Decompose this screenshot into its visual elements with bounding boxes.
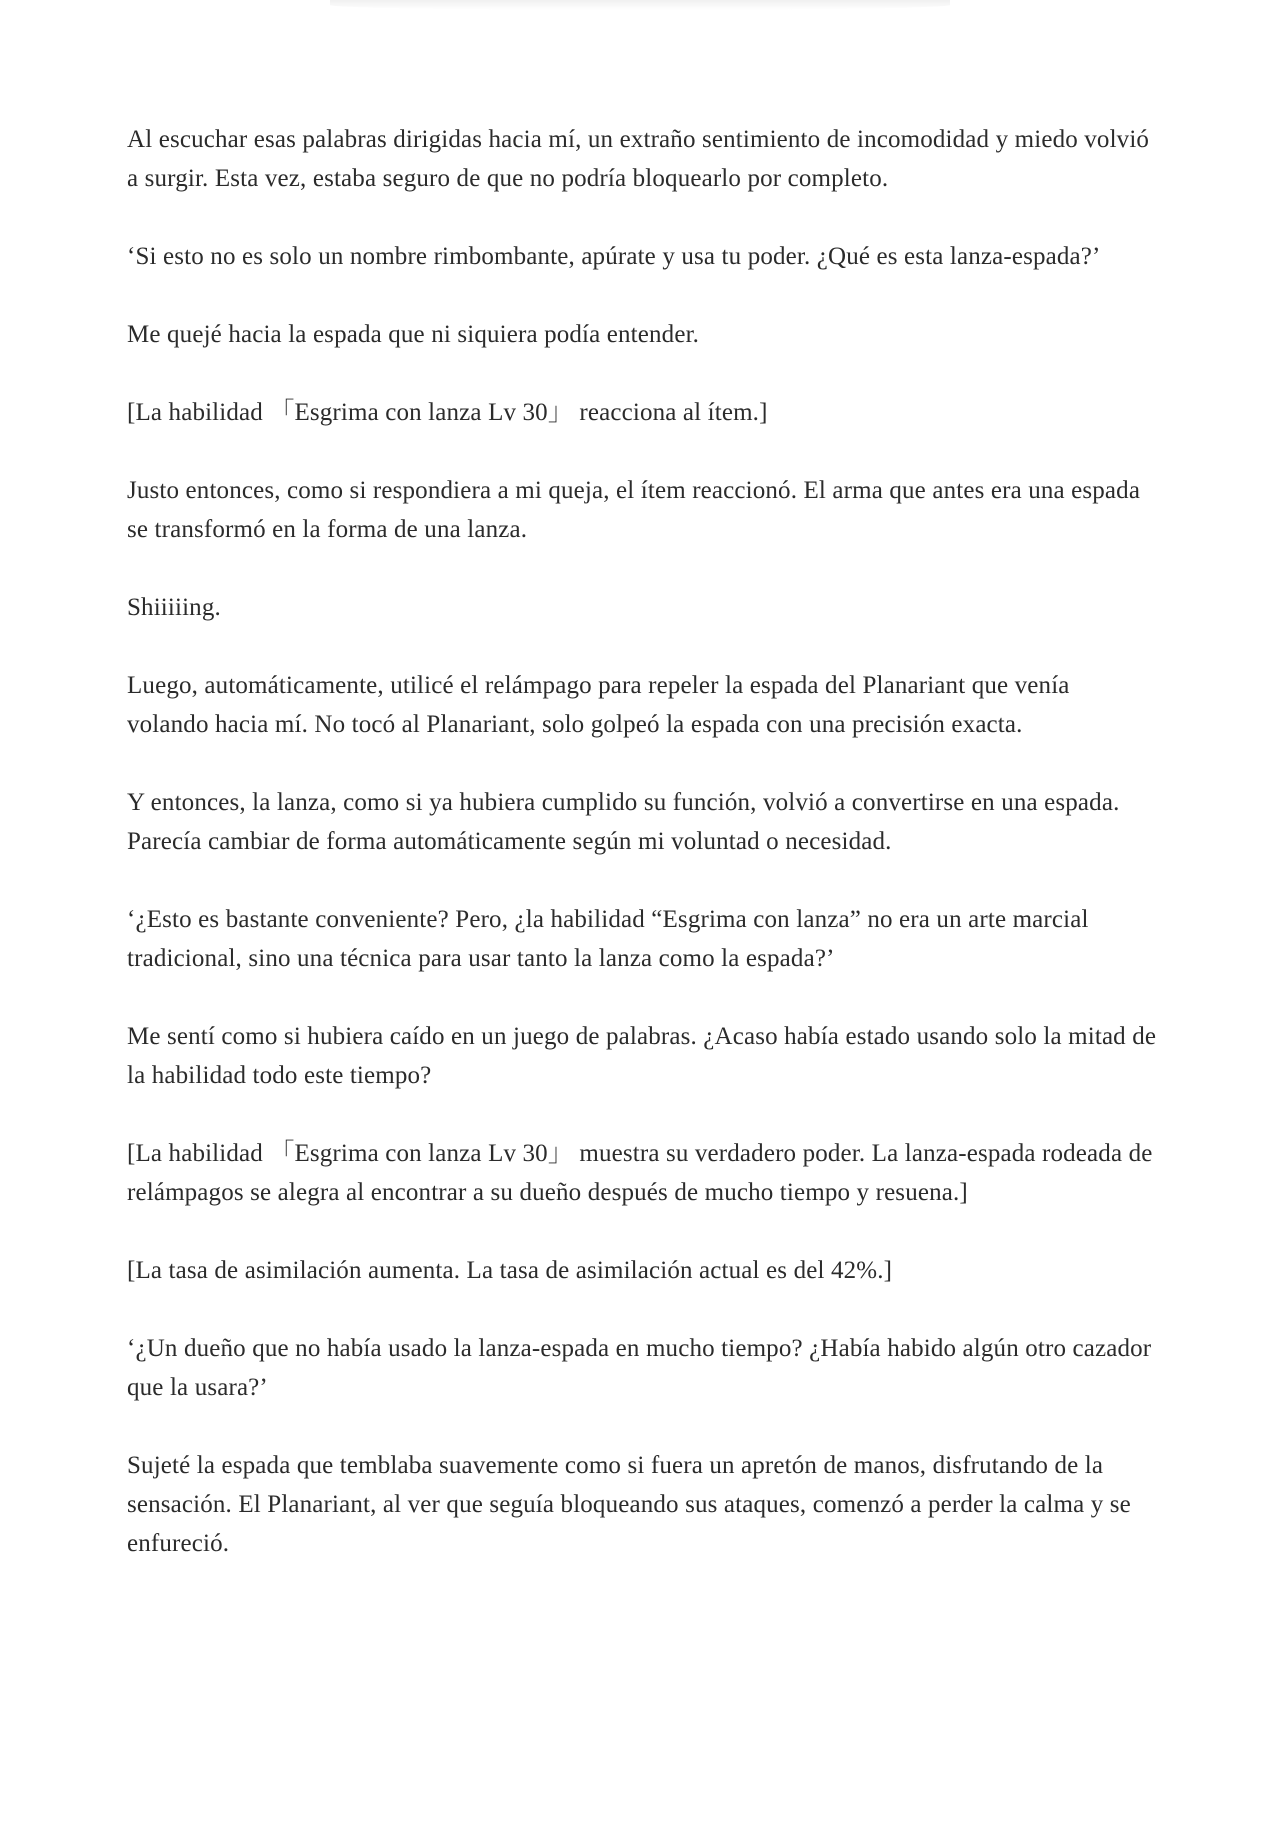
paragraph-8: Y entonces, la lanza, como si ya hubiera cumplido su función, volvió a convertirse en una espada. Parecía cambiar de forma automáticamente según mi voluntad o necesidad.	[127, 789, 1126, 855]
paragraph-14: Sujeté la espada que temblaba suavemente como si fuera un apretón de manos, disfrutando de la sensación. El Planariant, al ver que seguía bloqueando sus ataques, comenzó a perder la calma y se enfureció.	[127, 1452, 1138, 1557]
top-edge-shadow	[330, 0, 950, 10]
paragraph-12-system-message: [La tasa de asimilación aumenta. La tasa de asimilación actual es del 42%.]	[127, 1257, 893, 1284]
paragraph-1: Al escuchar esas palabras dirigidas hacia mí, un extraño sentimiento de incomodidad y miedo volvió a surgir. Esta vez, estaba seguro de que no podría bloquearlo por completo.	[127, 126, 1156, 192]
document-body	[127, 120, 1163, 1563]
paragraph-6-sound-effect: Shiiiiing.	[127, 594, 221, 621]
paragraph-10: Me sentí como si hubiera caído en un juego de palabras. ¿Acaso había estado usando solo la mitad de la habilidad todo este tiempo?	[127, 1023, 1163, 1089]
paragraph-9-thought: ‘¿Esto es bastante conveniente? Pero, ¿la habilidad “Esgrima con lanza” no era un arte marcial tradicional, sino una técnica para usar tanto la lanza como la espada?’	[127, 906, 1095, 972]
paragraph-3: Me quejé hacia la espada que ni siquiera podía entender.	[127, 321, 700, 348]
paragraph-13-thought: ‘¿Un dueño que no había usado la lanza-espada en mucho tiempo? ¿Había habido algún otro cazador que la usara?’	[127, 1335, 1158, 1401]
paragraph-4-system-message: [La habilidad 「Esgrima con lanza Lv 30」 reacciona al ítem.]	[127, 399, 768, 426]
paragraph-5: Justo entonces, como si respondiera a mi queja, el ítem reaccionó. El arma que antes era una espada se transformó en la forma de una lanza.	[127, 477, 1147, 543]
paragraph-2: ‘Si esto no es solo un nombre rimbombante, apúrate y usa tu poder. ¿Qué es esta lanza-espada?’	[127, 243, 1101, 270]
paragraph-11-system-message: [La habilidad 「Esgrima con lanza Lv 30」 muestra su verdadero poder. La lanza-espada rodeada de relámpagos se alegra al encontrar a su dueño después de mucho tiempo y resuena.]	[127, 1140, 1159, 1206]
paragraph-7: Luego, automáticamente, utilicé el relámpago para repeler la espada del Planariant que venía volando hacia mí. No tocó al Planariant, solo golpeó la espada con una precisión exacta.	[127, 672, 1076, 738]
